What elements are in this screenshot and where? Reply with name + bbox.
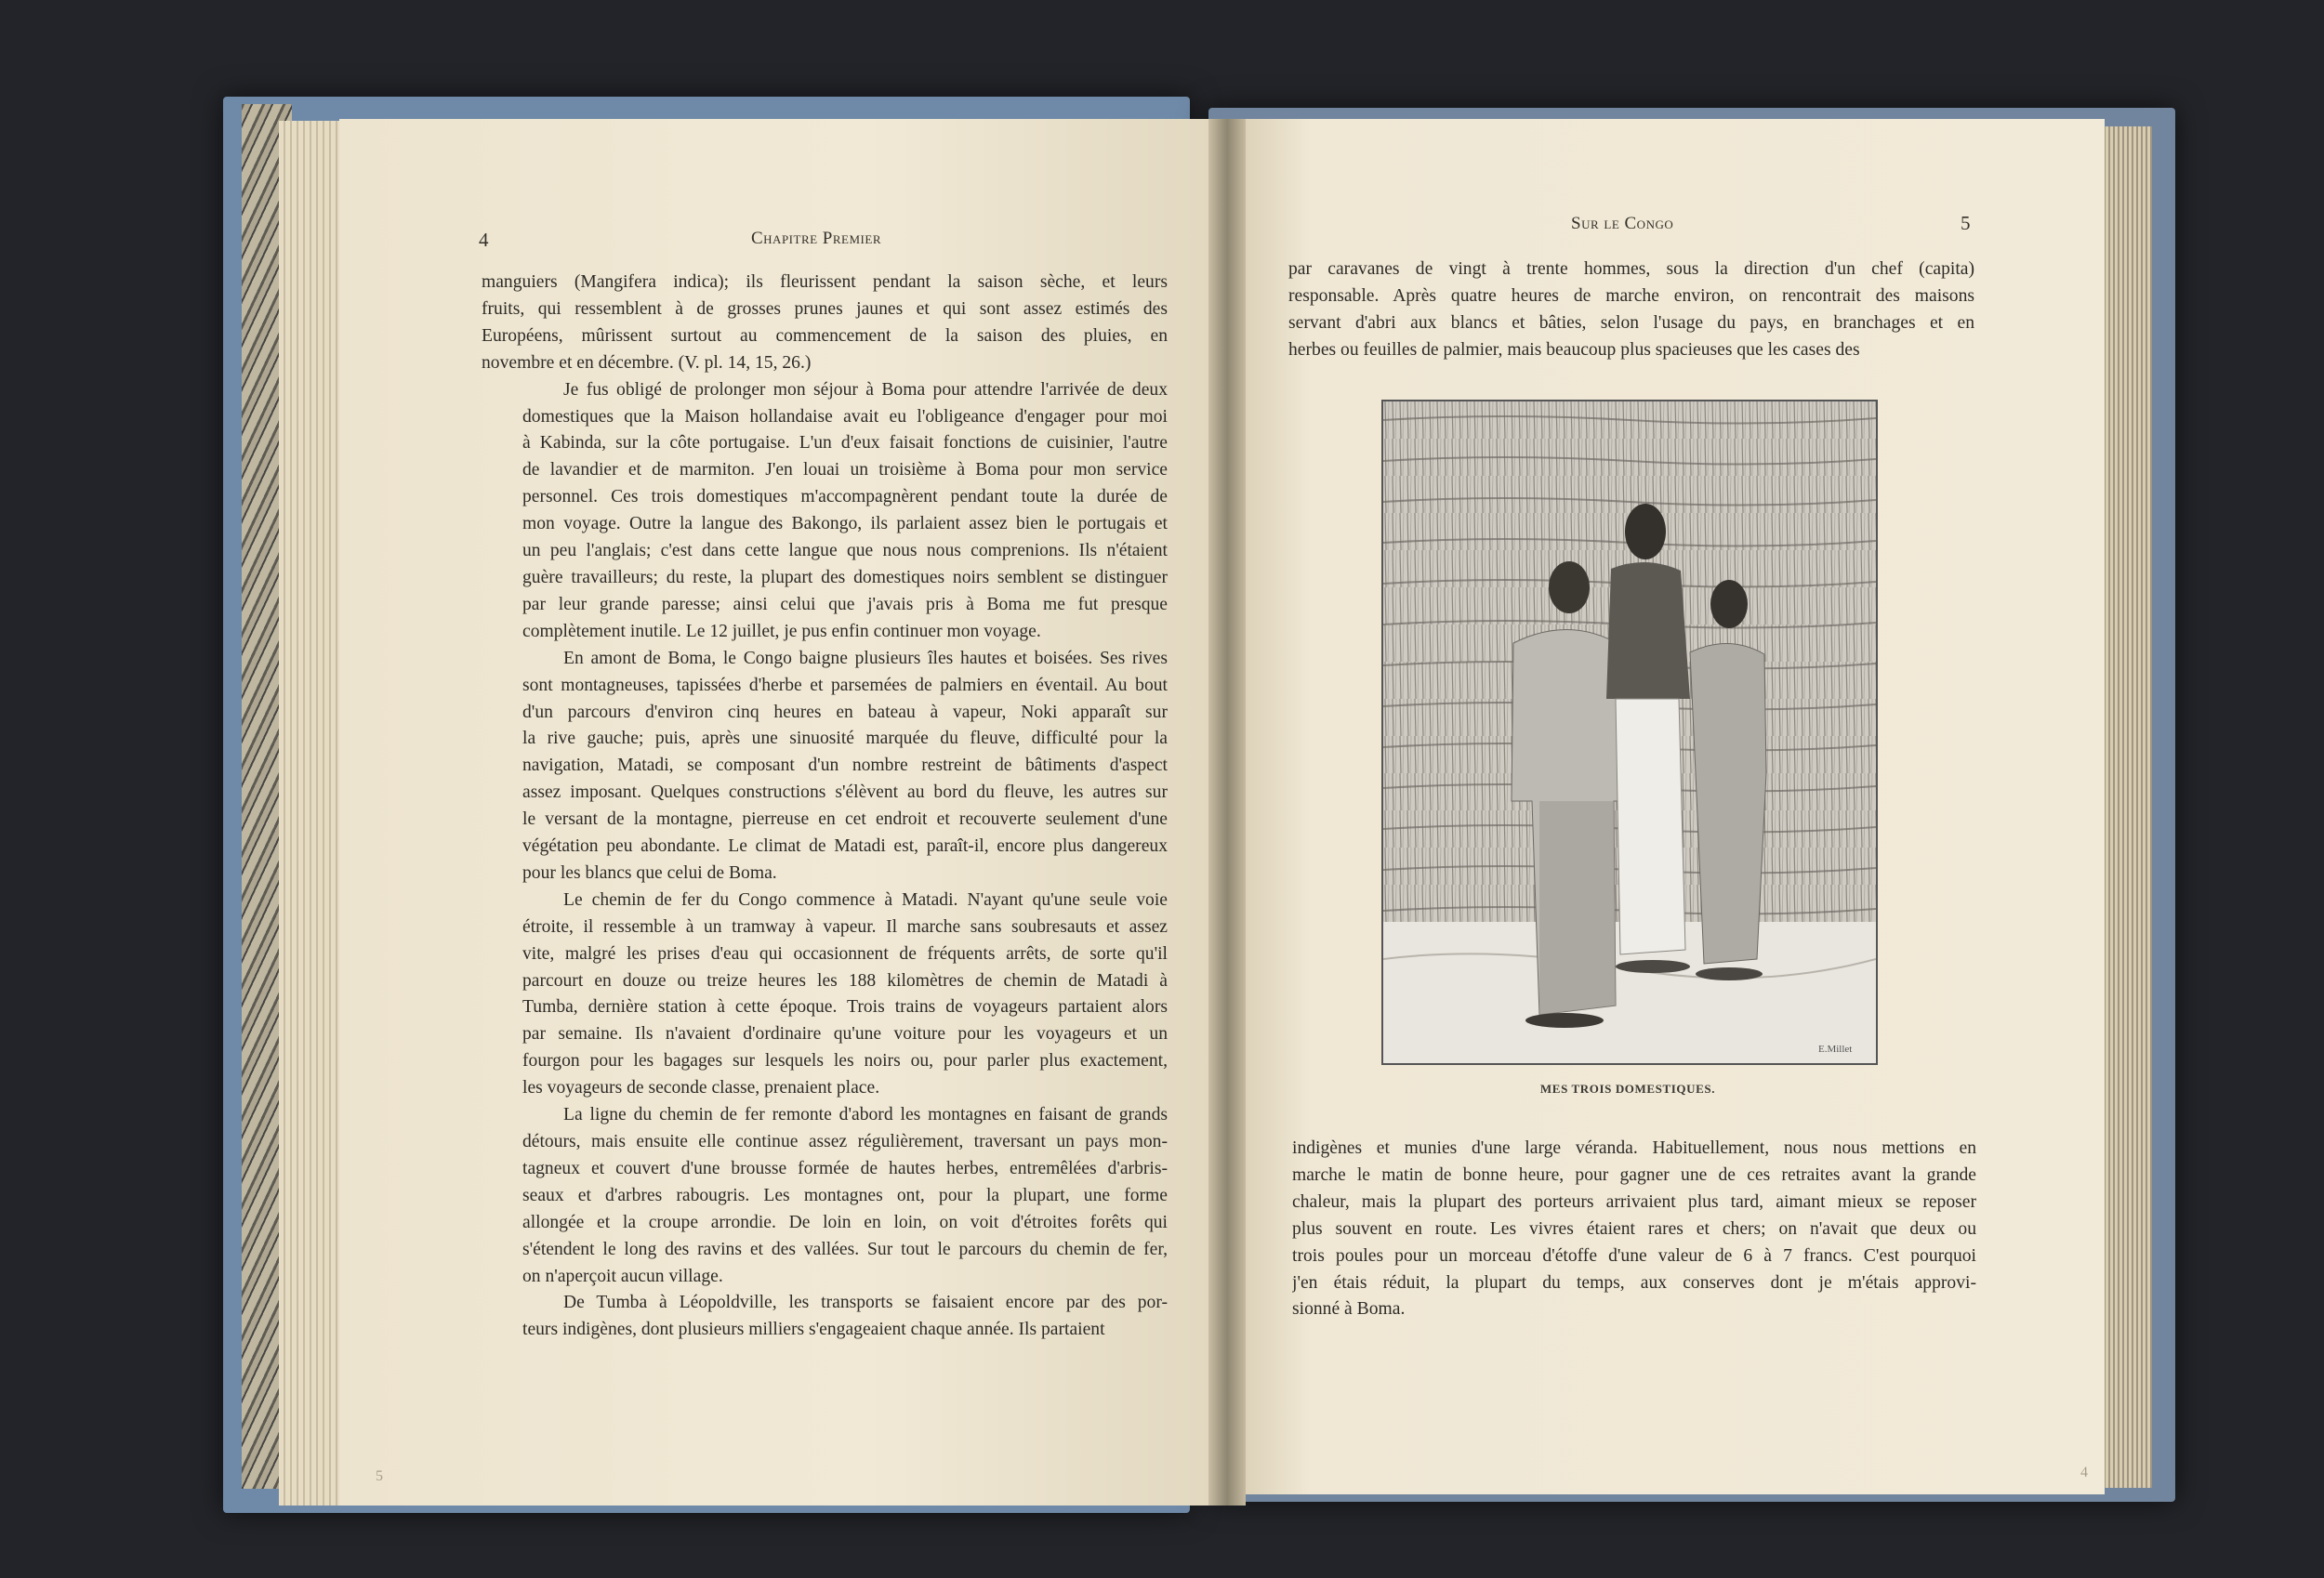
text-line: manguiers (Mangifera indica); ils fleurissent pendant la saison sèche, et leurs bbox=[482, 272, 1168, 292]
paragraph bbox=[1288, 256, 1974, 364]
text-line: Le chemin de fer du Congo commence à Matadi. N'ayant qu'une seule voie bbox=[563, 889, 1168, 910]
text-line: guère travailleurs; du reste, la plupart des domestiques noirs semblent se distinguer bbox=[522, 567, 1168, 587]
text-line: fruits, qui ressemblent à de grosses prunes jaunes et qui sont assez estimés des bbox=[482, 298, 1168, 319]
text-line: herbes ou feuilles de palmier, mais beaucoup plus spacieuses que les cases des bbox=[1288, 339, 1860, 360]
right-running-head: Sur le Congo bbox=[1571, 214, 1674, 233]
paragraph bbox=[1292, 1136, 1976, 1323]
text-line: tagneux et couvert d'une brousse formée de hautes herbes, entremêlées d'arbris- bbox=[522, 1158, 1168, 1178]
text-line: végétation peu abondante. Le climat de Matadi est, paraît-il, encore plus dangereux bbox=[522, 836, 1168, 857]
text-line: s'étendent le long des ravins et des vallées. Sur tout le parcours du chemin de fer, bbox=[522, 1239, 1168, 1259]
text-line: plus souvent en route. Les vivres étaient rares et chers; on n'avait que deux ou bbox=[1292, 1218, 1976, 1239]
text-line: La ligne du chemin de fer remonte d'abord les montagnes en faisant de grands bbox=[563, 1105, 1168, 1125]
engraving bbox=[1383, 401, 1876, 1063]
margin-mark-right: 4 bbox=[2080, 1465, 2088, 1480]
paragraph bbox=[482, 1290, 1168, 1344]
text-line: chaleur, mais la plupart des porteurs arrivaient plus tard, aimant mieux se reposer bbox=[1292, 1191, 1976, 1212]
text-line: d'un parcours d'environ cinq heures en bateau à vapeur, Noki apparaît sur bbox=[522, 702, 1168, 722]
text-line: on n'aperçoit aucun village. bbox=[522, 1266, 723, 1286]
text-line: responsable. Après quatre heures de marche environ, on rencontrait des maisons bbox=[1288, 285, 1974, 306]
text-line: complètement inutile. Le 12 juillet, je pus enfin continuer mon voyage. bbox=[522, 621, 1041, 641]
text-line: Européens, mûrissent surtout au commencement de la saison des pluies, en bbox=[482, 325, 1168, 346]
text-line: indigènes et munies d'une large véranda. Habituellement, nous nous mettions en bbox=[1292, 1138, 1976, 1158]
text-line: de lavandier et de marmiton. J'en louai un troisième à Boma pour mon service bbox=[522, 460, 1168, 480]
text-line: navigation, Matadi, se composant d'un nombre restreint de bâtiments d'aspect bbox=[522, 756, 1168, 776]
text-line: marche le matin de bonne heure, pour gagner une de ces retraites avant la grande bbox=[1292, 1164, 1976, 1185]
text-line: trois poules pour un morceau d'étoffe d'une valeur de 6 à 7 francs. C'est pourquoi bbox=[1292, 1245, 1976, 1266]
page-edges-right bbox=[2096, 126, 2152, 1488]
text-line: En amont de Boma, le Congo baigne plusieurs îles hautes et boisées. Ses rives bbox=[563, 648, 1168, 668]
left-running-head: Chapitre Premier bbox=[751, 229, 881, 248]
right-folio: 5 bbox=[1961, 212, 1971, 234]
paragraph bbox=[482, 377, 1168, 646]
text-line: personnel. Ces trois domestiques m'accompagnèrent pendant toute la durée de bbox=[522, 487, 1168, 507]
text-line: j'en étais réduit, la plupart du temps, aux conserves dont je m'étais approvi- bbox=[1292, 1272, 1976, 1293]
text-line: par caravanes de vingt à trente hommes, sous la direction d'un chef (capita) bbox=[1288, 259, 1974, 279]
page-edges-left bbox=[279, 121, 344, 1506]
text-line: étroite, il ressemble à un tramway à vapeur. Il marche sans soubresauts et assez bbox=[522, 916, 1168, 937]
illustration-three-servants bbox=[1381, 400, 1878, 1065]
paragraph bbox=[482, 646, 1168, 888]
paragraph bbox=[482, 270, 1168, 377]
text-line: De Tumba à Léopoldville, les transports se faisaient encore par des por- bbox=[563, 1293, 1168, 1313]
engraver-signature: E.Millet bbox=[1818, 1044, 1853, 1055]
text-line: par leur grande paresse; ainsi celui que j'avais pris à Boma me fut presque bbox=[522, 594, 1168, 614]
text-line: la rive gauche; puis, après une sinuosité marquée du fleuve, difficulté pour la bbox=[522, 729, 1168, 749]
text-line: Tumba, dernière station à cette époque. Trois trains de voyageurs partaient alors bbox=[522, 997, 1168, 1018]
right-bottom-text bbox=[1292, 1136, 1976, 1323]
text-line: les voyageurs de seconde classe, prenaient place. bbox=[522, 1078, 880, 1098]
text-line: par semaine. Ils n'avaient d'ordinaire qu'une voiture pour les voyageurs et un bbox=[522, 1024, 1168, 1045]
margin-mark-left: 5 bbox=[376, 1468, 383, 1484]
text-line: teurs indigènes, dont plusieurs milliers s'engageaient chaque année. Ils partaient bbox=[522, 1320, 1105, 1340]
text-line: le versant de la montagne, pierreuse en cet endroit et recouverte seulement d'une bbox=[522, 809, 1168, 830]
text-line: assez imposant. Quelques constructions s'élèvent au bord du fleuve, les autres sur bbox=[522, 782, 1168, 803]
left-body-text bbox=[482, 270, 1168, 1344]
text-line: parcourt en douze ou treize heures les 188 kilomètres de chemin de Matadi à bbox=[522, 970, 1168, 991]
text-line: pour les blancs que celui de Boma. bbox=[522, 862, 777, 883]
text-line: détours, mais ensuite elle continue assez régulièrement, traversant un pays mon- bbox=[522, 1132, 1168, 1151]
text-line: vite, malgré les prises d'eau qui occasionnent de fréquents arrêts, de sorte qu'il bbox=[522, 943, 1168, 964]
text-line: Je fus obligé de prolonger mon séjour à Boma pour attendre l'arrivée de deux bbox=[563, 379, 1168, 400]
text-line: sionné à Boma. bbox=[1292, 1299, 1406, 1320]
text-line: domestiques que la Maison hollandaise avait eu l'obligeance d'engager pour moi bbox=[522, 406, 1168, 427]
left-folio: 4 bbox=[479, 229, 489, 251]
text-line: à Kabinda, sur la côte portugaise. L'un d'eux faisait fonctions de cuisinier, l'autre bbox=[522, 433, 1168, 454]
paragraph bbox=[482, 1102, 1168, 1290]
right-top-text bbox=[1288, 256, 1974, 364]
text-line: mon voyage. Outre la langue des Bakongo, ils parlaient assez bien le portugais et bbox=[522, 514, 1168, 534]
text-line: servant d'abri aux blancs et bâties, selon l'usage du pays, en branchages et en bbox=[1288, 312, 1974, 333]
plate-caption: MES TROIS DOMESTIQUES. bbox=[1539, 1082, 1716, 1096]
text-line: fourgon pour les bagages sur lesquels les noirs ou, pour parler plus exactement, bbox=[522, 1051, 1168, 1072]
figure-middle bbox=[1606, 504, 1690, 973]
text-line: novembre et en décembre. (V. pl. 14, 15, 26.) bbox=[482, 352, 812, 373]
paragraph bbox=[482, 888, 1168, 1102]
book-gutter bbox=[1208, 119, 1246, 1506]
text-line: sont montagneuses, tapissées d'herbe et parsemées de palmiers en éventail. Au bout bbox=[522, 675, 1168, 695]
text-line: un peu l'anglais; c'est dans cette langue que nous nous comprenions. Ils n'étaient bbox=[522, 541, 1168, 561]
text-line: seaux et d'arbres rabougris. Les montagnes ont, pour la plupart, une forme bbox=[522, 1185, 1168, 1205]
text-line: allongée et la croupe arrondie. De loin en loin, on voit d'étroites forêts qui bbox=[522, 1212, 1168, 1232]
